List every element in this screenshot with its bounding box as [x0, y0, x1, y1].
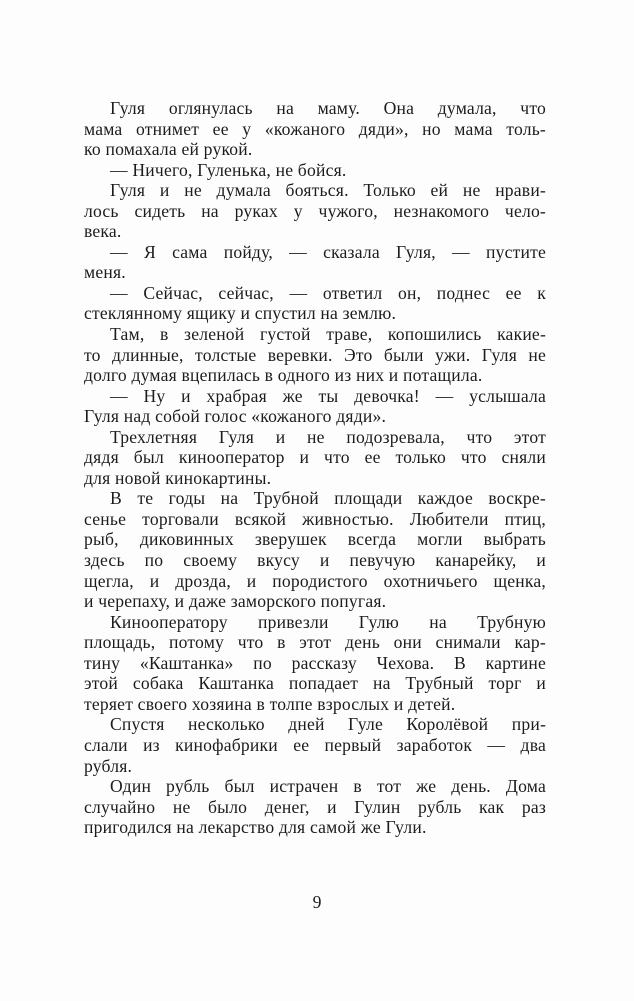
text-line: этой собака Каштанка попадает на Трубный торг и [84, 673, 546, 694]
text-line: Спустя несколько дней Гуле Королёвой при- [110, 714, 546, 735]
paragraph [84, 776, 546, 838]
text-line: Один рубль был истрачен в тот же день. Дома [110, 776, 546, 797]
text-line: случайно не было денег, и Гулин рубль как раз [84, 796, 546, 817]
page-body-text [84, 98, 546, 838]
page-number: 9 [312, 892, 322, 912]
text-line: дядя был кинооператор и что ее только что сняли [84, 447, 546, 468]
text-line: и черепаху, и даже заморского попугая. [84, 591, 387, 612]
text-line: — Я сама пойду, — сказала Гуля, — пустите [110, 241, 546, 262]
paragraph [84, 714, 546, 776]
text-line: рыб, диковинных зверушек всегда могли выбрать [84, 529, 546, 550]
text-line: В те годы на Трубной площади каждое воскре- [110, 488, 546, 509]
text-line: Гуля над собой голос «кожаного дяди». [84, 406, 387, 427]
text-line: для новой кинокартины. [84, 467, 272, 488]
paragraph [84, 180, 546, 242]
paragraph [84, 283, 546, 324]
paragraph [84, 612, 546, 715]
text-line: тину «Каштанка» по рассказу Чехова. В картине [84, 652, 546, 673]
text-line: — Ничего, Гуленька, не бойся. [110, 159, 347, 180]
text-line: меня. [84, 262, 126, 283]
paragraph [84, 160, 546, 181]
text-line: сенье торговали всякой живностью. Любители птиц, [84, 508, 546, 529]
text-line: рубля. [84, 755, 133, 776]
text-line: слали из кинофабрики ее первый заработок — два [84, 734, 546, 755]
text-line: пригодился на лекарство для самой же Гули. [84, 817, 427, 838]
text-line: щегла, и дрозда, и породистого охотничьего щенка, [84, 570, 546, 591]
paragraph [84, 98, 546, 160]
text-line: теряет своего хозяина в толпе взрослых и детей. [84, 693, 456, 714]
text-line: мама отнимет ее у «кожаного дяди», но мама толь- [84, 118, 546, 139]
paragraph [84, 242, 546, 283]
text-line: то длинные, толстые веревки. Это были ужи. Гуля не [84, 344, 546, 365]
text-line: Гуля оглянулась на маму. Она думала, что [110, 98, 546, 118]
text-line: Там, в зеленой густой траве, копошились какие- [110, 324, 546, 345]
text-line: ко помахала ей рукой. [84, 139, 253, 160]
text-line: Кинооператору привезли Гулю на Трубную [110, 611, 546, 632]
paragraph [84, 488, 546, 611]
paragraph [84, 386, 546, 427]
text-line: Гуля и не думала бояться. Только ей не нрави- [110, 180, 546, 201]
paragraph [84, 324, 546, 386]
paragraph [84, 427, 546, 489]
text-line: стеклянному ящику и спустил на землю. [84, 303, 397, 324]
text-line: — Ну и храбрая же ты девочка! — услышала [110, 385, 546, 406]
text-line: здесь по своему вкусу и певучую канарейку, и [84, 550, 546, 571]
text-line: площадь, потому что в этот день они снимали кар- [84, 632, 546, 653]
text-line: — Сейчас, сейчас, — ответил он, поднес ее к [110, 282, 546, 303]
text-line: века. [84, 221, 122, 242]
text-line: Трехлетняя Гуля и не подозревала, что этот [110, 426, 546, 447]
text-line: долго думая вцепилась в одного из них и потащила. [84, 365, 483, 386]
text-line: лось сидеть на руках у чужого, незнакомого чело- [84, 200, 546, 221]
